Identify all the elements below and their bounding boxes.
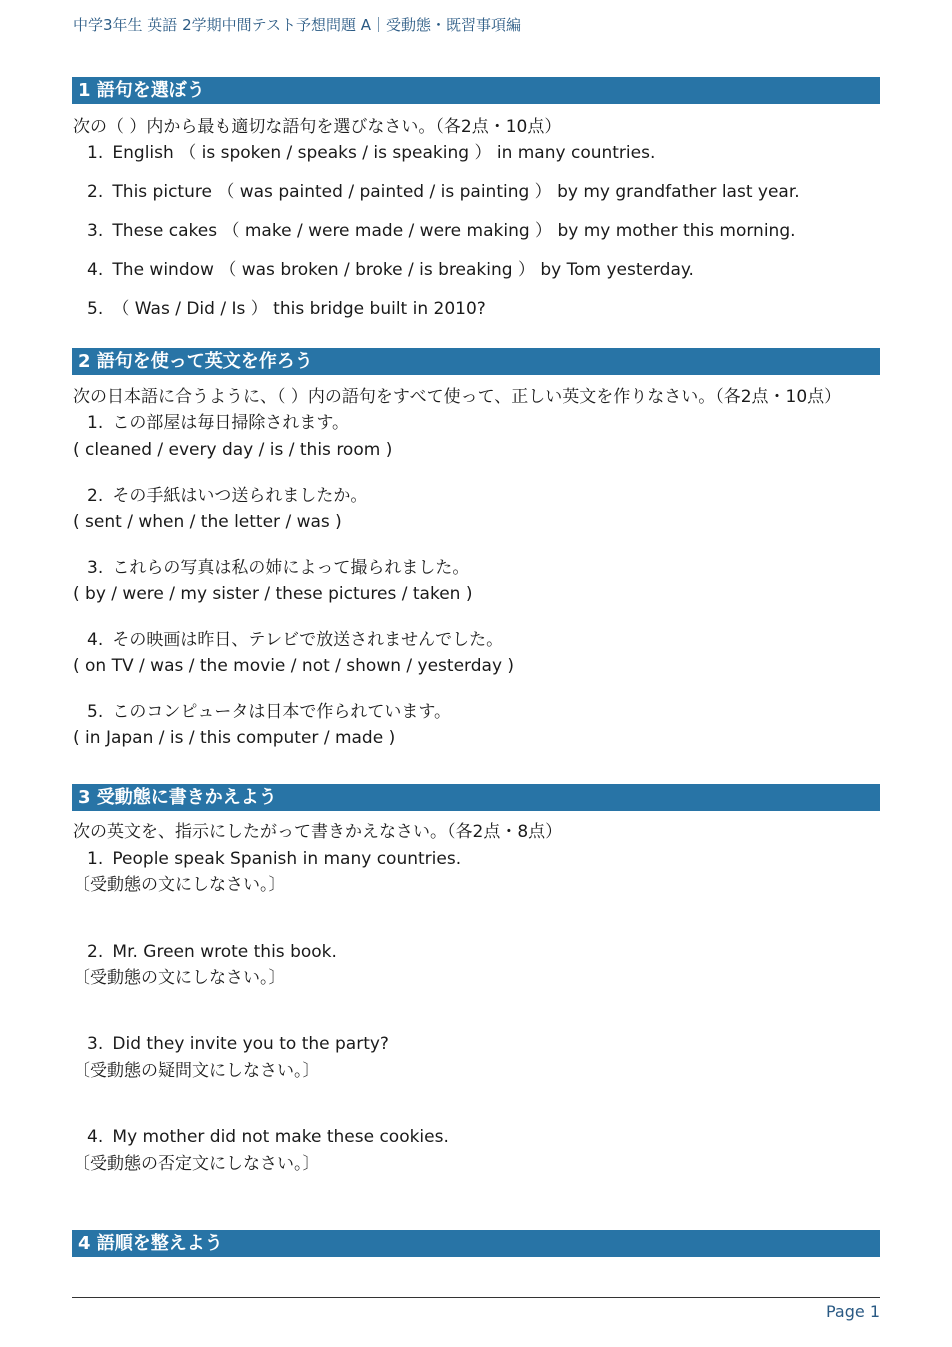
direction-3-3: 〔受動態の疑問文にしなさい。〕 bbox=[73, 1061, 320, 1081]
section-1-instruction: 次の（ ）内から最も適切な語句を選びなさい。（各2点・10点） bbox=[73, 117, 562, 137]
question-3-1 bbox=[87, 848, 461, 870]
question-3-4 bbox=[87, 1126, 449, 1148]
question-1-1 bbox=[87, 142, 655, 164]
question-number: 2. bbox=[87, 182, 104, 202]
question-number: 1. bbox=[87, 143, 104, 163]
direction-3-1: 〔受動態の文にしなさい。〕 bbox=[73, 875, 286, 895]
question-2-1 bbox=[87, 412, 349, 434]
section-4-heading: 4 語順を整えよう bbox=[72, 1230, 880, 1257]
page-number: Page 1 bbox=[826, 1302, 880, 1321]
question-text: The window （ was broken / broke / is breaking ） by Tom yesterday. bbox=[112, 260, 694, 280]
footer-divider bbox=[72, 1297, 880, 1298]
question-number: 1. bbox=[87, 413, 104, 433]
question-text: （ Was / Did / Is ） this bridge built in 2010? bbox=[112, 299, 486, 319]
question-number: 5. bbox=[87, 702, 104, 722]
question-number: 3. bbox=[87, 558, 104, 578]
question-3-2 bbox=[87, 941, 337, 963]
word-options-2-3: ( by / were / my sister / these pictures / taken ) bbox=[73, 584, 473, 604]
question-1-2 bbox=[87, 181, 800, 203]
question-1-5 bbox=[87, 298, 486, 320]
word-options-2-1: ( cleaned / every day / is / this room ) bbox=[73, 440, 393, 460]
direction-3-4: 〔受動態の否定文にしなさい。〕 bbox=[73, 1154, 320, 1174]
question-text: このコンピュータは日本で作られています。 bbox=[112, 702, 452, 722]
question-text: This picture （ was painted / painted / is painting ） by my grandfather last year. bbox=[112, 182, 800, 202]
section-1-heading: 1 語句を選ぼう bbox=[72, 77, 880, 104]
question-text: Mr. Green wrote this book. bbox=[112, 942, 337, 962]
question-text: My mother did not make these cookies. bbox=[112, 1127, 449, 1147]
question-number: 2. bbox=[87, 486, 104, 506]
word-options-2-5: ( in Japan / is / this computer / made ) bbox=[73, 728, 396, 748]
question-text: These cakes （ make / were made / were making ） by my mother this morning. bbox=[112, 221, 796, 241]
question-text: English （ is spoken / speaks / is speaking ） in many countries. bbox=[112, 143, 656, 163]
section-2-instruction: 次の日本語に合うように、（ ）内の語句をすべて使って、正しい英文を作りなさい。（各2点・10点） bbox=[73, 387, 842, 407]
question-number: 1. bbox=[87, 849, 104, 869]
question-text: この部屋は毎日掃除されます。 bbox=[112, 413, 350, 433]
question-text: その映画は昨日、テレビで放送されませんでした。 bbox=[112, 630, 504, 650]
question-1-4 bbox=[87, 259, 694, 281]
question-2-2 bbox=[87, 485, 367, 507]
question-number: 4. bbox=[87, 630, 104, 650]
question-number: 3. bbox=[87, 221, 104, 241]
section-3-heading: 3 受動態に書きかえよう bbox=[72, 784, 880, 811]
question-number: 2. bbox=[87, 942, 104, 962]
question-text: Did they invite you to the party? bbox=[112, 1034, 389, 1054]
direction-3-2: 〔受動態の文にしなさい。〕 bbox=[73, 968, 286, 988]
section-3-instruction: 次の英文を、指示にしたがって書きかえなさい。（各2点・8点） bbox=[73, 822, 563, 842]
question-2-5 bbox=[87, 701, 451, 723]
question-1-3 bbox=[87, 220, 796, 242]
page-header-title: 中学3年生 英語 2学期中間テスト予想問題 A｜受動態・既習事項編 bbox=[73, 16, 522, 34]
word-options-2-2: ( sent / when / the letter / was ) bbox=[73, 512, 342, 532]
question-text: その手紙はいつ送られましたか。 bbox=[112, 486, 368, 506]
question-2-3 bbox=[87, 557, 469, 579]
section-2-heading: 2 語句を使って英文を作ろう bbox=[72, 348, 880, 375]
question-number: 5. bbox=[87, 299, 104, 319]
word-options-2-4: ( on TV / was / the movie / not / shown / yesterday ) bbox=[73, 656, 515, 676]
question-2-4 bbox=[87, 629, 503, 651]
question-text: これらの写真は私の姉によって撮られました。 bbox=[112, 558, 470, 578]
question-number: 3. bbox=[87, 1034, 104, 1054]
question-number: 4. bbox=[87, 260, 104, 280]
question-text: People speak Spanish in many countries. bbox=[112, 849, 462, 869]
question-number: 4. bbox=[87, 1127, 104, 1147]
question-3-3 bbox=[87, 1033, 389, 1055]
